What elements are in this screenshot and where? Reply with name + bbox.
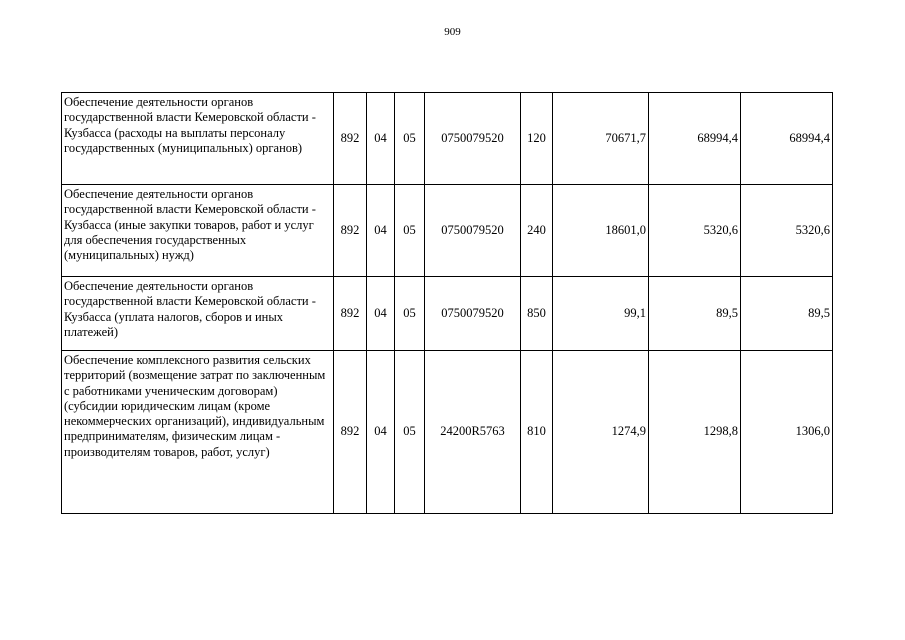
ministry-code: 892 [334,93,367,185]
ministry-code: 892 [334,351,367,514]
amount-year-2: 68994,4 [649,93,741,185]
row-description: Обеспечение комплексного развития сельских территорий (возмещение затрат по заключенным с работниками ученическим договорам) (субсидии юридическим лицам (кроме некоммерческих организаций), индивидуальным предпринимателям, физическим лицам - производителям товаров, работ, услуг) [62,351,334,514]
amount-year-3: 5320,6 [741,185,833,277]
amount-year-1: 18601,0 [553,185,649,277]
section-code: 04 [367,93,395,185]
section-code: 04 [367,351,395,514]
table-row [62,93,833,185]
ministry-code: 892 [334,185,367,277]
table-row [62,185,833,277]
target-article-code: 0750079520 [425,277,521,351]
subsection-code: 05 [395,185,425,277]
target-article-code: 0750079520 [425,185,521,277]
row-description: Обеспечение деятельности органов государственной власти Кемеровской области - Кузбасса (расходы на выплаты персоналу государственных (муниципальных) органов) [62,93,334,185]
amount-year-1: 99,1 [553,277,649,351]
target-article-code: 24200R5763 [425,351,521,514]
amount-year-2: 89,5 [649,277,741,351]
amount-year-2: 5320,6 [649,185,741,277]
budget-table [61,92,833,514]
amount-year-1: 1274,9 [553,351,649,514]
amount-year-1: 70671,7 [553,93,649,185]
amount-year-2: 1298,8 [649,351,741,514]
expense-type-code: 240 [521,185,553,277]
subsection-code: 05 [395,93,425,185]
page-number: 909 [444,26,461,38]
row-description: Обеспечение деятельности органов государственной власти Кемеровской области - Кузбасса (иные закупки товаров, работ и услуг для обеспечения государственных (муниципальных) нужд) [62,185,334,277]
target-article-code: 0750079520 [425,93,521,185]
expense-type-code: 810 [521,351,553,514]
amount-year-3: 68994,4 [741,93,833,185]
amount-year-3: 1306,0 [741,351,833,514]
section-code: 04 [367,185,395,277]
expense-type-code: 850 [521,277,553,351]
table-row [62,351,833,514]
subsection-code: 05 [395,277,425,351]
amount-year-3: 89,5 [741,277,833,351]
expense-type-code: 120 [521,93,553,185]
row-description: Обеспечение деятельности органов государственной власти Кемеровской области - Кузбасса (уплата налогов, сборов и иных платежей) [62,277,334,351]
table-row [62,277,833,351]
section-code: 04 [367,277,395,351]
subsection-code: 05 [395,351,425,514]
ministry-code: 892 [334,277,367,351]
